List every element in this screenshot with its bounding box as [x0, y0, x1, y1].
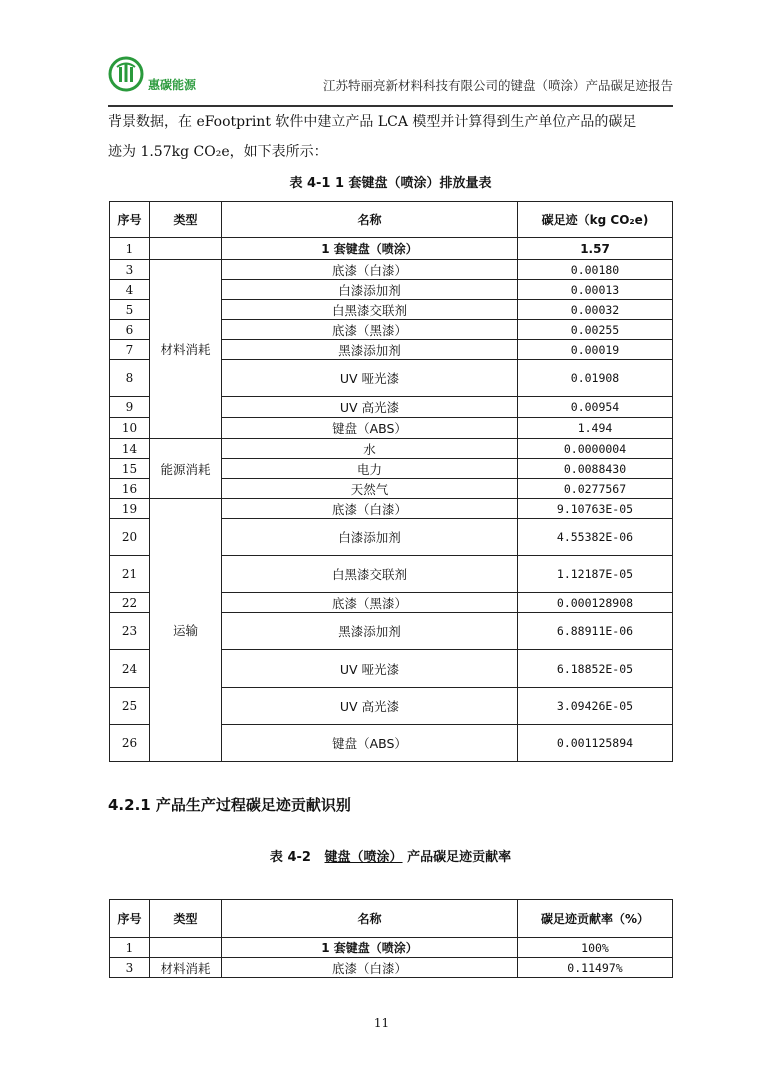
row-name: 底漆（黑漆）: [222, 320, 518, 340]
row-name: 底漆（黑漆）: [222, 593, 518, 613]
row-value: 0.0088430: [518, 459, 673, 479]
row-value: 6.88911E-06: [518, 613, 673, 650]
contribution-table: [109, 899, 673, 978]
table2-caption-prefix: 表 4-2: [269, 850, 311, 865]
row-value: 0.01908: [518, 360, 673, 397]
table-row: [110, 260, 673, 280]
row-value: 100%: [518, 938, 673, 958]
row-value: 0.00180: [518, 260, 673, 280]
row-no: 25: [110, 688, 150, 725]
brand-name: 惠碳能源: [148, 78, 197, 92]
col-header-type: 类型: [150, 900, 222, 938]
col-header-name: 名称: [222, 202, 518, 238]
row-value: 6.18852E-05: [518, 650, 673, 688]
row-no: 7: [110, 340, 150, 360]
row-name: 白黑漆交联剂: [222, 556, 518, 593]
row-value: 0.000128908: [518, 593, 673, 613]
row-no: 9: [110, 397, 150, 418]
row-name: 电力: [222, 459, 518, 479]
row-no: 3: [110, 260, 150, 280]
row-value: 1.12187E-05: [518, 556, 673, 593]
row-name: UV 高光漆: [222, 397, 518, 418]
page-number: 11: [373, 1016, 390, 1030]
row-type: [150, 238, 222, 260]
row-name: 底漆（白漆）: [222, 499, 518, 519]
col-header-value: 碳足迹（kg CO₂e): [518, 202, 673, 238]
row-name: UV 哑光漆: [222, 360, 518, 397]
table2-caption-suffix: 产品碳足迹贡献率: [407, 850, 512, 865]
row-value: 1.494: [518, 418, 673, 439]
report-title: 江苏特丽亮新材料科技有限公司的键盘（喷涂）产品碳足迹报告: [322, 78, 673, 93]
row-value: 0.00255: [518, 320, 673, 340]
table-row: [110, 499, 673, 519]
row-name: 黑漆添加剂: [222, 340, 518, 360]
row-no: 26: [110, 725, 150, 762]
row-value: 0.0000004: [518, 439, 673, 459]
row-name: 白漆添加剂: [222, 280, 518, 300]
row-name: UV 哑光漆: [222, 650, 518, 688]
section-heading: 4.2.1 产品生产过程碳足迹贡献识别: [108, 796, 351, 814]
group-label-material: 材料消耗: [150, 260, 222, 439]
col-header-no: 序号: [110, 202, 150, 238]
row-value: 0.11497%: [518, 958, 673, 978]
row-name: 白黑漆交联剂: [222, 300, 518, 320]
row-no: 16: [110, 479, 150, 499]
row-value: 1.57: [518, 238, 673, 260]
col-header-no: 序号: [110, 900, 150, 938]
group-label-energy: 能源消耗: [150, 439, 222, 499]
row-no: 21: [110, 556, 150, 593]
row-name: 底漆（白漆）: [222, 260, 518, 280]
row-name: 键盘（ABS）: [222, 418, 518, 439]
row-no: 14: [110, 439, 150, 459]
body-paragraph-line1: 背景数据，在 eFootprint 软件中建立产品 LCA 模型并计算得到生产单位产品的碳足: [108, 114, 637, 130]
row-no: 4: [110, 280, 150, 300]
table-header-row: [110, 900, 673, 938]
row-no: 8: [110, 360, 150, 397]
row-name: 水: [222, 439, 518, 459]
row-no: 23: [110, 613, 150, 650]
row-value: 9.10763E-05: [518, 499, 673, 519]
row-value: 4.55382E-06: [518, 519, 673, 556]
row-name: 键盘（ABS）: [222, 725, 518, 762]
row-value: 0.00954: [518, 397, 673, 418]
table-row: [110, 439, 673, 459]
table-row-total: [110, 938, 673, 958]
row-name: 白漆添加剂: [222, 519, 518, 556]
row-value: 3.09426E-05: [518, 688, 673, 725]
row-no: 15: [110, 459, 150, 479]
row-no: 5: [110, 300, 150, 320]
row-value: 0.001125894: [518, 725, 673, 762]
row-no: 10: [110, 418, 150, 439]
header-divider: [108, 105, 673, 107]
row-no: 24: [110, 650, 150, 688]
row-value: 0.00019: [518, 340, 673, 360]
table2-caption-product: 键盘（喷涂）: [324, 850, 403, 865]
row-name: 底漆（白漆）: [222, 958, 518, 978]
row-name: 1 套键盘（喷涂）: [222, 938, 518, 958]
col-header-name: 名称: [222, 900, 518, 938]
row-name: 1 套键盘（喷涂）: [222, 238, 518, 260]
col-header-type: 类型: [150, 202, 222, 238]
row-value: 0.0277567: [518, 479, 673, 499]
table-row: [110, 958, 673, 978]
col-header-value: 碳足迹贡献率（%）: [518, 900, 673, 938]
row-no: 1: [110, 938, 150, 958]
row-type: [150, 938, 222, 958]
emission-table: [109, 201, 673, 762]
row-value: 0.00032: [518, 300, 673, 320]
table2-caption: [108, 846, 673, 865]
group-label-transport: 运输: [150, 499, 222, 762]
row-name: 黑漆添加剂: [222, 613, 518, 650]
row-no: 22: [110, 593, 150, 613]
row-name: 天然气: [222, 479, 518, 499]
company-logo-icon: [108, 56, 144, 92]
row-name: UV 高光漆: [222, 688, 518, 725]
row-no: 1: [110, 238, 150, 260]
table-header-row: [110, 202, 673, 238]
page-header: [108, 56, 673, 108]
row-no: 3: [110, 958, 150, 978]
row-no: 20: [110, 519, 150, 556]
row-value: 0.00013: [518, 280, 673, 300]
table1-caption: 表 4-1 1 套键盘（喷涂）排放量表: [289, 176, 492, 191]
row-type: 材料消耗: [150, 958, 222, 978]
row-no: 19: [110, 499, 150, 519]
body-paragraph-line2: 迹为 1.57kg CO₂e，如下表所示：: [108, 144, 328, 160]
table-row-total: [110, 238, 673, 260]
row-no: 6: [110, 320, 150, 340]
